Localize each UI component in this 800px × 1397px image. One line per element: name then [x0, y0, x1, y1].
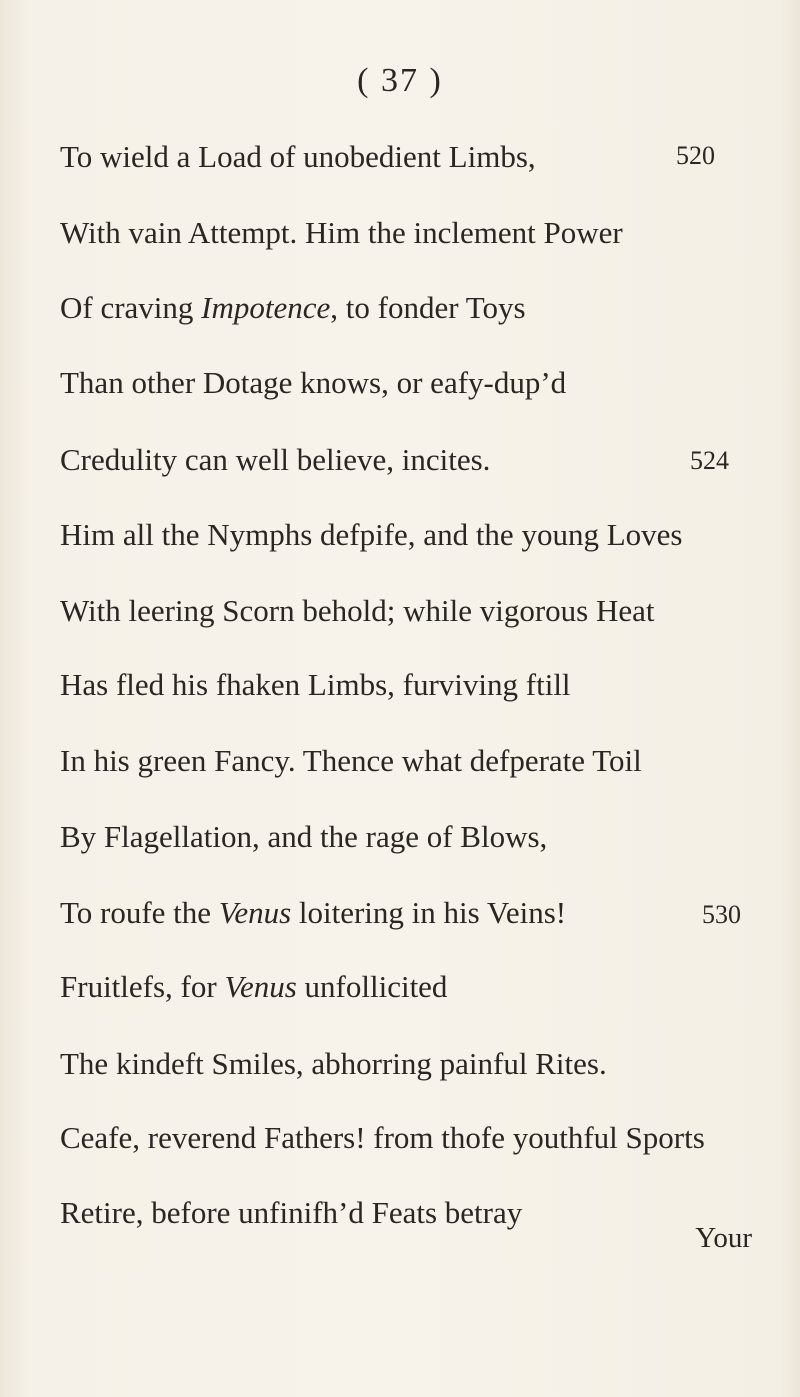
line-number-530: 530 — [702, 900, 741, 929]
line-number-524: 524 — [690, 446, 729, 475]
verse-line-12: Fruitlefs, for Venus unfollicited — [60, 969, 448, 1004]
verse-line-7: With leering Scorn behold; while vigorous Heat — [60, 593, 655, 628]
verse-line-15: Retire, before unfinifh’d Feats betray — [60, 1195, 523, 1230]
verse-line-5: Credulity can well believe, incites. — [60, 442, 491, 477]
line-number-520: 520 — [676, 141, 715, 170]
verse-line-14: Ceafe, reverend Fathers! from thofe youthful Sports — [60, 1120, 705, 1155]
verse-line-2: With vain Attempt. Him the inclement Power — [60, 215, 623, 250]
page-number: ( 37 ) — [357, 62, 443, 99]
verse-line-9: In his green Fancy. Thence what defperate Toil — [60, 743, 642, 778]
verse-line-8: Has fled his fhaken Limbs, furviving ftill — [60, 667, 571, 702]
verse-line-1: To wield a Load of unobedient Limbs, — [60, 139, 536, 174]
verse-line-10: By Flagellation, and the rage of Blows, — [60, 819, 548, 854]
verse-line-6: Him all the Nymphs defpife, and the young Loves — [60, 517, 683, 552]
verse-line-3: Of craving Impotence, to fonder Toys — [60, 290, 526, 325]
verse-line-13: The kindeft Smiles, abhorring painful Rites. — [60, 1046, 607, 1081]
verse-line-11: To roufe the Venus loitering in his Veins! — [60, 895, 567, 930]
verse-line-4: Than other Dotage knows, or eafy-dup’d — [60, 365, 567, 400]
catchword: Your — [695, 1222, 752, 1254]
